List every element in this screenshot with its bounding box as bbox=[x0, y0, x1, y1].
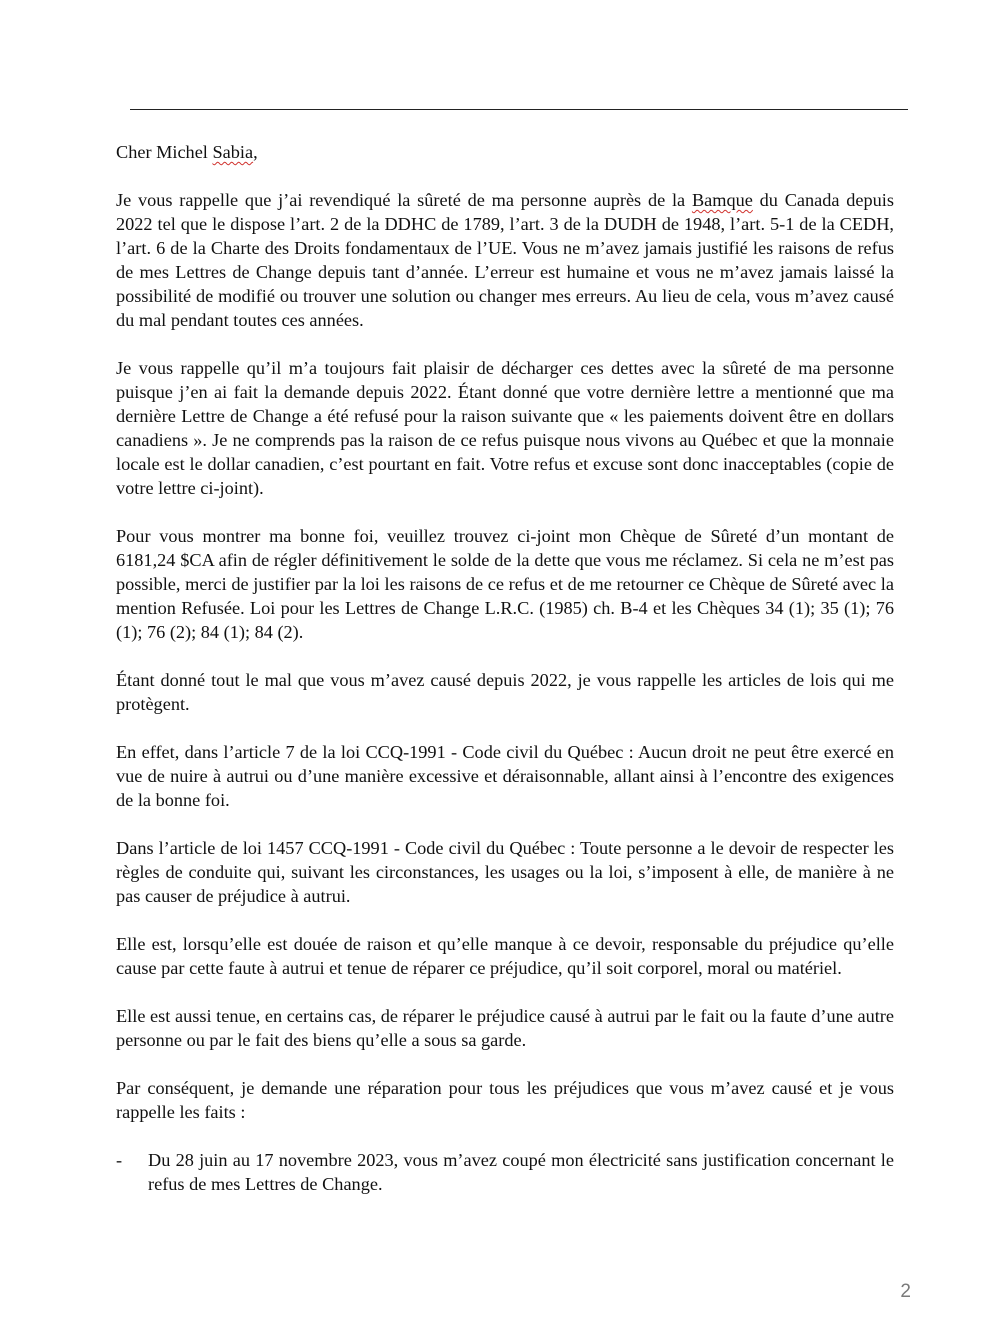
salutation-comma: , bbox=[253, 142, 258, 162]
bullet-marker: - bbox=[116, 1150, 123, 1170]
paragraph-1 bbox=[116, 188, 894, 332]
document-body bbox=[116, 140, 894, 1196]
misspelled-word: Bamque bbox=[691, 190, 753, 210]
paragraph-8: Elle est aussi tenue, en certains cas, de réparer le préjudice causé à autrui par le fait ou la faute d’une autre personne ou par le fait des biens qu’elle a sous sa garde. bbox=[116, 1006, 894, 1050]
bullet-text: Du 28 juin au 17 novembre 2023, vous m’avez coupé mon électricité sans justification concernant le refus de mes Lettres de Change. bbox=[148, 1150, 894, 1194]
paragraph-4: Étant donné tout le mal que vous m’avez causé depuis 2022, je vous rappelle les articles de lois qui me protègent. bbox=[116, 670, 894, 714]
paragraph-5: En effet, dans l’article 7 de la loi CCQ-1991 - Code civil du Québec : Aucun droit ne peut être exercé en vue de nuire à autrui ou d’une manière excessive et déraisonnable, allant ainsi à l’encontre des exigences de la bonne foi. bbox=[116, 742, 894, 810]
salutation-prefix: Cher Michel bbox=[116, 142, 213, 162]
paragraph-7: Elle est, lorsqu’elle est douée de raison et qu’elle manque à ce devoir, responsable du préjudice qu’elle cause par cette faute à autrui et tenue de réparer ce préjudice, qu’il soit corporel, moral ou matériel. bbox=[116, 934, 894, 978]
paragraph-2: Je vous rappelle qu’il m’a toujours fait plaisir de décharger ces dettes avec la sûreté de ma personne puisque j’en ai fait la demande depuis 2022. Étant donné que votre dernière lettre a mentionné que ma dernière Lettre de Change a été refusé pour la raison suivante que « les paiements doivent être en dollars canadiens ». Je ne comprends pas la raison de ce refus puisque nous vivons au Québec et que la monnaie locale est le dollar canadien, c’est pourtant en fait. Votre refus et excuse sont donc inacceptables (copie de votre lettre ci-joint). bbox=[116, 358, 894, 498]
list-item bbox=[116, 1148, 894, 1196]
header-rule bbox=[130, 109, 908, 110]
paragraph-6: Dans l’article de loi 1457 CCQ-1991 - Code civil du Québec : Toute personne a le devoir de respecter les règles de conduite qui, suivant les circonstances, les usages ou la loi, s’imposent à elle, de manière à ne pas causer de préjudice à autrui. bbox=[116, 838, 894, 906]
paragraph-1-end: du Canada depuis 2022 tel que le dispose l’art. 2 de la DDHC de 1789, l’art. 3 de la DUDH de 1948, l’art. 5-1 de la CEDH, l’art. 6 de la Charte des Droits fondamentaux de l’UE. Vous ne m’avez jamais justifié les raisons de refus de mes Lettres de Change depuis tant d’année. L’erreur est humaine et vous ne m’avez jamais laissé la possibilité de modifié ou trouver une solution ou changer mes erreurs. Au lieu de cela, vous m’avez causé du mal pendant toutes ces années. bbox=[116, 190, 895, 330]
page-number: 2 bbox=[900, 1281, 911, 1302]
paragraph-3: Pour vous montrer ma bonne foi, veuillez trouvez ci-joint mon Chèque de Sûreté d’un montant de 6181,24 $CA afin de régler définitivement le solde de la dette que vous me réclamez. Si cela ne m’est pas possible, merci de justifier par la loi les raisons de ce refus et de me retourner ce Chèque de Sûreté avec la mention Refusée. Loi pour les Lettres de Change L.R.C. (1985) ch. B-4 et les Chèques 34 (1); 35 (1); 76 (1); 76 (2); 84 (1); 84 (2). bbox=[116, 526, 894, 642]
salutation-name-misspelled: Sabia bbox=[212, 142, 254, 162]
paragraph-1-start: Je vous rappelle que j’ai revendiqué la sûreté de ma personne auprès de la bbox=[116, 190, 692, 210]
paragraph-9: Par conséquent, je demande une réparation pour tous les préjudices que vous m’avez causé et je vous rappelle les faits : bbox=[116, 1078, 894, 1122]
salutation bbox=[116, 140, 894, 164]
